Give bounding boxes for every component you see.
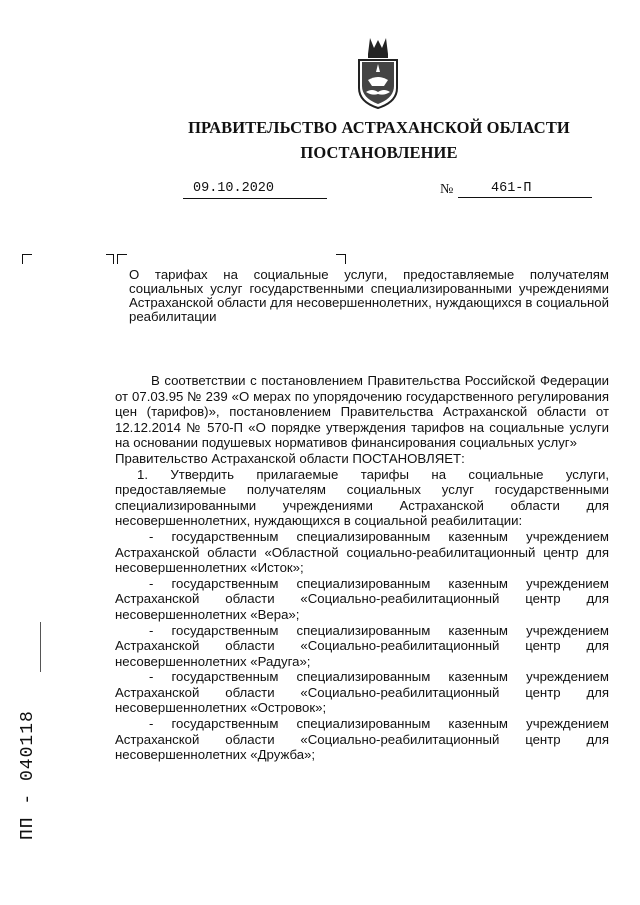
list-item: - государственным специализированным казенным учреждением Астраханской области «Социально-реабилитационный центр для несовершеннолетних «Вера»; bbox=[115, 575, 609, 622]
document-subject: О тарифах на социальные услуги, предоставляемые получателям социальных услуг государственными специализированными учреждениями Астраханской области для несовершеннолетних, нуждающихся в социальной реабилитации bbox=[129, 267, 609, 324]
subject-corner-mark-right bbox=[336, 254, 346, 264]
subject-corner-mark-left bbox=[106, 254, 114, 264]
document-body bbox=[115, 373, 609, 763]
margin-line bbox=[40, 622, 41, 672]
item-1-paragraph: 1. Утвердить прилагаемые тарифы на социальные услуги, предоставляемые получателям социальных услуг государственными специализированными учреждениями Астраханской области для несовершеннолетних, нуждающихся в социальной реабилитации: bbox=[115, 466, 609, 529]
document-date: 09.10.2020 bbox=[183, 181, 327, 199]
list-item: - государственным специализированным казенным учреждением Астраханской области «Социально-реабилитационный центр для несовершеннолетних «Островок»; bbox=[115, 669, 609, 716]
document-type-title: ПОСТАНОВЛЕНИЕ bbox=[300, 143, 458, 162]
list-item: - государственным специализированным казенным учреждением Астраханской области «Областной социально-реабилитационный центр для несовершеннолетних «Исток»; bbox=[115, 528, 609, 576]
list-item: - государственным специализированным казенным учреждением Астраханской области «Социально-реабилитационный центр для несовершеннолетних «Радуга»; bbox=[115, 622, 609, 669]
list-item: - государственным специализированным казенным учреждением Астраханской области «Социально-реабилитационный центр для несовершеннолетних «Дружба»; bbox=[115, 716, 609, 763]
margin-corner-mark bbox=[22, 254, 32, 264]
organization-title: ПРАВИТЕЛЬСТВО АСТРАХАНСКОЙ ОБЛАСТИ bbox=[188, 118, 570, 137]
preamble-paragraph: В соответствии с постановлением Правительства Российской Федерации от 07.03.95 № 239 «О мерах по упорядочению государственного регулирования цен (тарифов)», постановлением Правительства Астраханской области от 12.12.2014 № 570-П «О порядке утверждения тарифов на социальные услуги на основании подушевых нормативов финансирования социальных услуг» bbox=[115, 373, 609, 451]
subject-corner-mark-left-inner bbox=[117, 254, 127, 264]
number-sign: № bbox=[440, 182, 454, 197]
form-serial-number: ПП - 040118 bbox=[18, 710, 38, 840]
document-number: 461-П bbox=[458, 181, 592, 198]
coat-of-arms-emblem bbox=[354, 36, 402, 110]
decree-line: Правительство Астраханской области ПОСТАНОВЛЯЕТ: bbox=[115, 450, 465, 466]
